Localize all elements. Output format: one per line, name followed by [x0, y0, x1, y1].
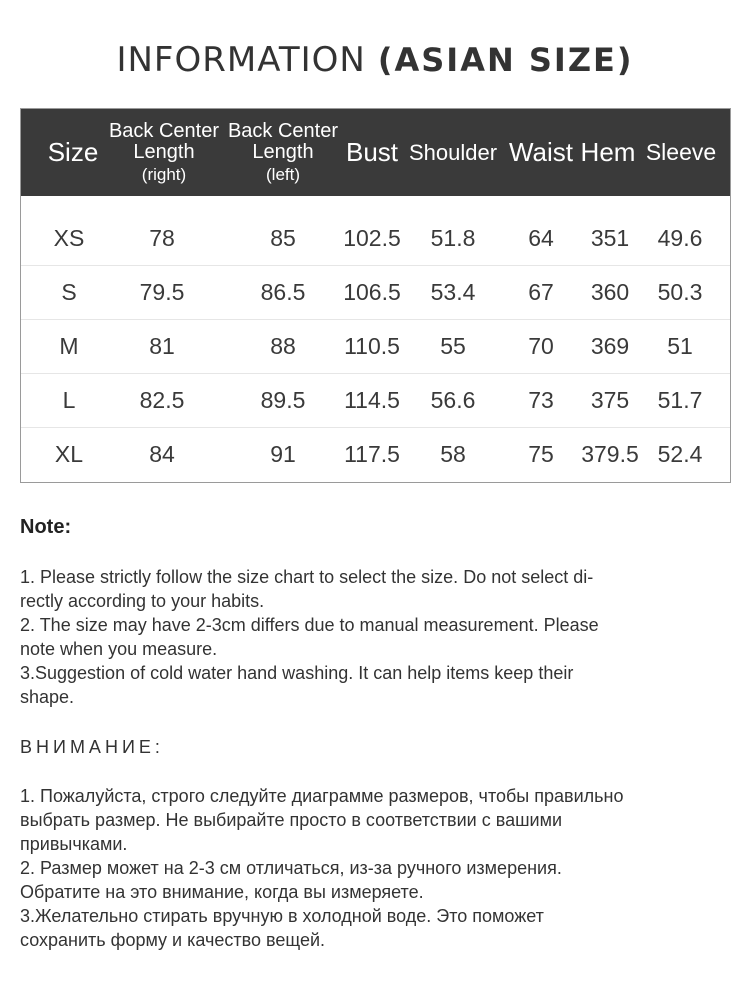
- measurement-cell: 106.5: [343, 279, 401, 305]
- header-label-line: Length: [252, 141, 314, 164]
- measurement-cell: 70: [528, 333, 554, 359]
- table-row: [21, 211, 730, 266]
- note-line: 2. Размер может на 2-3 см отличаться, из-за ручного измерения.: [20, 858, 562, 878]
- header-sleeve: [641, 109, 721, 196]
- table-row: [21, 319, 730, 374]
- note-line: note when you measure.: [20, 639, 218, 659]
- table-row: [21, 373, 730, 428]
- measurement-cell: 75: [528, 441, 554, 467]
- measurement-cell: 81: [149, 333, 175, 359]
- note-line: 3.Suggestion of cold water hand washing. It can help items keep their: [20, 663, 574, 683]
- measurement-cell: 91: [270, 441, 296, 467]
- measurement-cell: 50.3: [657, 279, 703, 305]
- size-cell: M: [59, 333, 79, 359]
- measurement-cell: 73: [528, 387, 554, 413]
- measurement-cell: 117.5: [344, 441, 400, 467]
- note-line: 3.Желательно стирать вручную в холодной воде. Это поможет: [20, 906, 544, 926]
- note-line: shape.: [20, 687, 75, 707]
- header-label-note: (left): [266, 165, 300, 185]
- measurement-cell: 51.7: [657, 387, 703, 413]
- measurement-cell: 88: [270, 333, 296, 359]
- measurement-cell: 102.5: [343, 225, 401, 251]
- header-waist: [505, 109, 577, 196]
- note-line: привычками.: [20, 834, 128, 854]
- measurement-cell: 360: [590, 279, 630, 305]
- header-waist-label: Waist: [508, 136, 574, 167]
- note-title: Note:: [20, 516, 72, 538]
- header-hem-label: Hem: [580, 136, 636, 167]
- header-back-center-left: [224, 109, 342, 196]
- note-line: 2. The size may have 2-3cm differs due to manual measurement. Please: [20, 615, 599, 635]
- size-cell: XS: [53, 225, 85, 251]
- measurement-cell: 58: [440, 441, 466, 467]
- header-shoulder-label: Shoulder: [408, 139, 498, 165]
- page-title: [0, 38, 750, 80]
- header-label-note: (right): [141, 165, 187, 185]
- header-shoulder: [405, 109, 501, 196]
- measurement-cell: 79.5: [139, 279, 185, 305]
- measurement-cell: 369: [590, 333, 630, 359]
- measurement-cell: 351: [590, 225, 630, 251]
- note-line: Обратите на это внимание, когда вы измеряете.: [20, 882, 424, 902]
- size-cell: L: [62, 387, 76, 413]
- measurement-cell: 84: [149, 441, 175, 467]
- measurement-cell: 89.5: [260, 387, 306, 413]
- note-line: 1. Please strictly follow the size chart to select the size. Do not select di-: [20, 567, 594, 587]
- measurement-cell: 55: [440, 333, 466, 359]
- size-table: [20, 108, 731, 483]
- measurement-cell: 375: [590, 387, 630, 413]
- measurement-cell: 85: [270, 225, 296, 251]
- header-size-label: Size: [47, 136, 99, 167]
- header-back-center-right: [105, 109, 223, 196]
- note-line: выбрать размер. Не выбирайте просто в соответствии с вашими: [20, 810, 563, 830]
- header-sleeve-label: Sleeve: [645, 139, 717, 166]
- measurement-cell: 114.5: [344, 387, 400, 413]
- table-row: [21, 427, 730, 481]
- russian-note-body: [20, 784, 730, 952]
- measurement-cell: 110.5: [344, 333, 400, 359]
- measurement-cell: 51.8: [430, 225, 476, 251]
- size-table-header: [21, 109, 730, 196]
- header-label-line: Back Center: [108, 120, 220, 143]
- measurement-cell: 67: [528, 279, 554, 305]
- table-row: [21, 265, 730, 320]
- note-line: rectly according to your habits.: [20, 591, 265, 611]
- size-cell: XL: [54, 441, 84, 467]
- measurement-cell: 78: [149, 225, 175, 251]
- measurement-cell: 86.5: [260, 279, 306, 305]
- header-label-line: Back Center: [227, 120, 339, 143]
- measurement-cell: 52.4: [657, 441, 703, 467]
- title-size-note: (ASIAN SIZE): [377, 41, 634, 79]
- measurement-cell: 379.5: [581, 441, 639, 467]
- measurement-cell: 56.6: [430, 387, 476, 413]
- measurement-cell: 49.6: [657, 225, 703, 251]
- header-bust-label: Bust: [345, 136, 399, 167]
- header-hem: [577, 109, 639, 196]
- measurement-cell: 82.5: [139, 387, 185, 413]
- header-label-line: Length: [133, 141, 195, 164]
- measurement-cell: 53.4: [430, 279, 476, 305]
- title-main: INFORMATION: [116, 40, 366, 80]
- russian-note-title: ВНИМАНИЕ:: [20, 737, 164, 757]
- note-body: [20, 565, 720, 709]
- note-line: сохранить форму и качество вещей.: [20, 930, 326, 950]
- measurement-cell: 64: [528, 225, 554, 251]
- header-size: [29, 109, 117, 196]
- header-bust: [341, 109, 403, 196]
- note-line: 1. Пожалуйста, строго следуйте диаграмме размеров, чтобы правильно: [20, 786, 624, 806]
- measurement-cell: 51: [667, 333, 693, 359]
- size-cell: S: [61, 279, 77, 305]
